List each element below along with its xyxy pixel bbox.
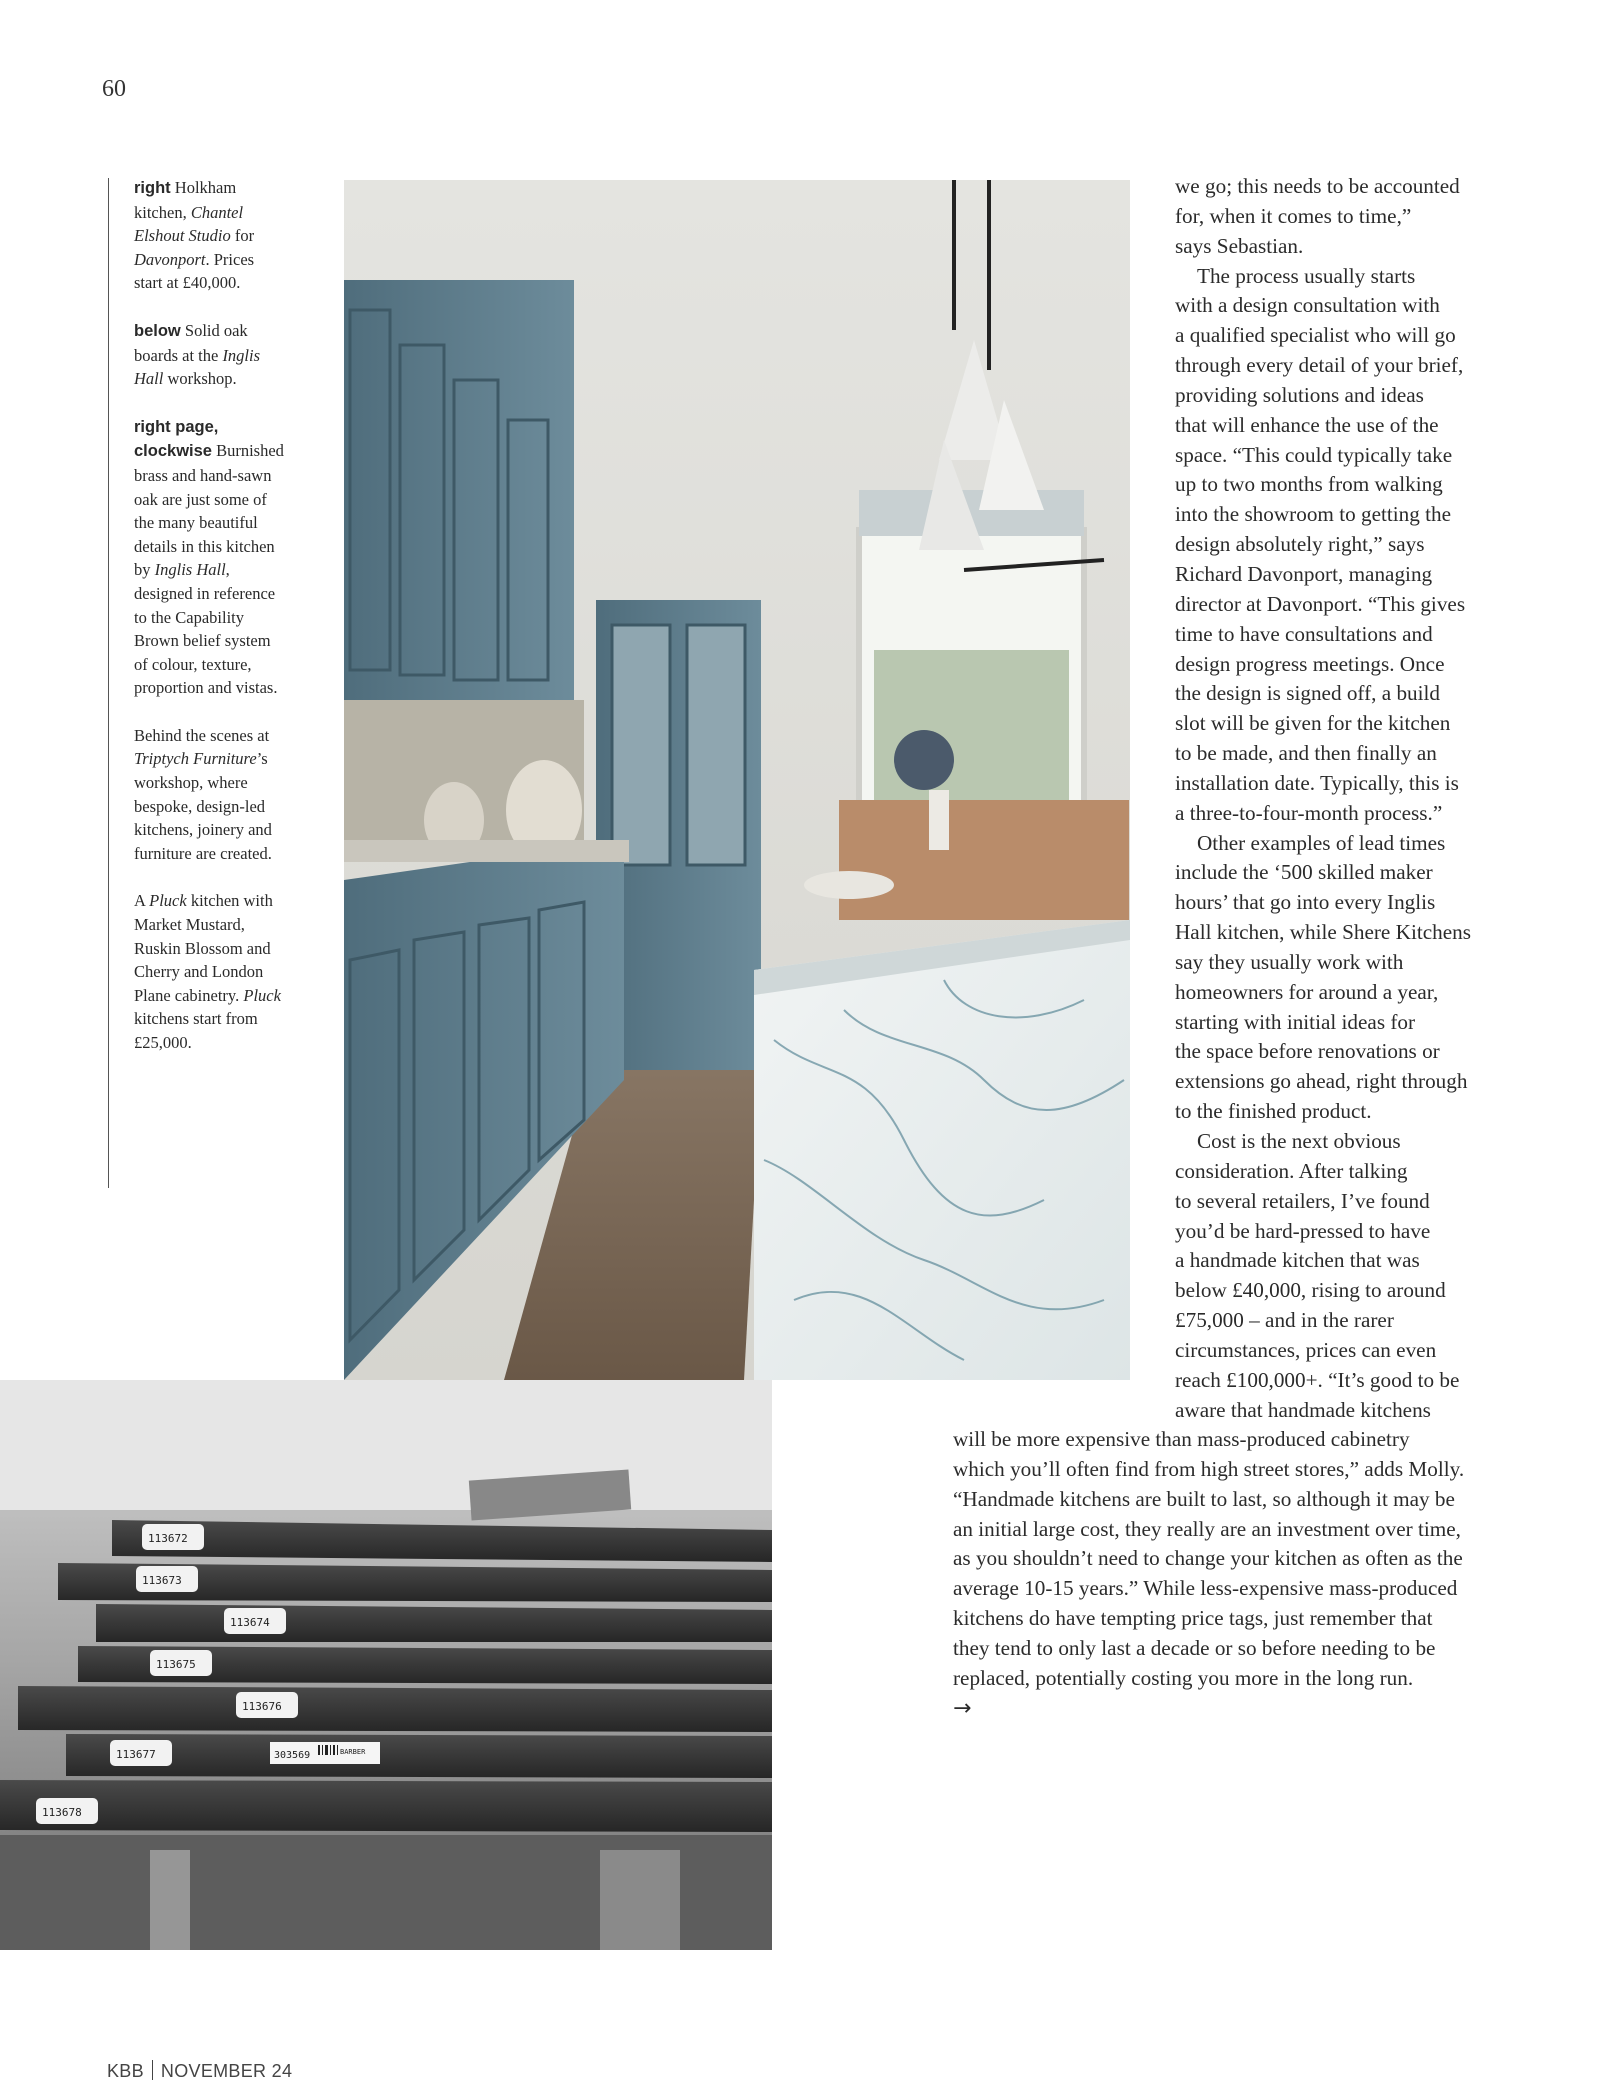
body-line: say they usually work with	[1175, 949, 1404, 974]
caption-brand: Triptych Furniture	[134, 749, 257, 769]
caption-holkham	[134, 176, 284, 295]
body-line: an initial large cost, they really are an investment over time,	[953, 1516, 1461, 1541]
footer	[107, 2060, 292, 2082]
caption-label: below	[134, 321, 181, 340]
body-line: Cost is the next obvious	[1197, 1129, 1401, 1153]
caption-triptych	[134, 724, 284, 866]
caption-text: for	[230, 226, 255, 246]
body-line: include the ‘500 skilled maker	[1175, 860, 1433, 885]
continue-arrow-icon: →	[953, 1695, 972, 1721]
body-line: “Handmade kitchens are built to last, so although it may be	[953, 1486, 1455, 1511]
caption-text: Solid oak boards at the	[134, 320, 248, 365]
body-line: which you’ll often find from high street stores,” adds Molly.	[953, 1456, 1465, 1481]
body-line: extensions go ahead, right through	[1175, 1069, 1468, 1094]
body-line: they tend to only last a decade or so before needing to be	[953, 1635, 1436, 1660]
caption-column	[134, 176, 284, 1079]
body-line: hours’ that go into every Inglis	[1175, 890, 1436, 915]
body-text-narrow	[1175, 172, 1487, 1425]
caption-text: Behind the scenes at	[134, 725, 270, 745]
timber-tag: 113675	[156, 1658, 196, 1671]
body-line: design absolutely right,” says	[1175, 532, 1425, 557]
body-line: consideration. After talking	[1175, 1158, 1408, 1183]
body-line: Hall kitchen, while Shere Kitchens	[1175, 920, 1471, 945]
body-line: that will enhance the use of the	[1175, 412, 1439, 437]
body-line: reach £100,000+. “It’s good to be	[1175, 1367, 1460, 1392]
caption-brand: Inglis Hall	[134, 345, 261, 389]
footer-issue: NOVEMBER 24	[160, 2061, 293, 2081]
timber-photo	[0, 1380, 772, 1950]
body-line: installation date. Typically, this is	[1175, 770, 1459, 795]
timber-tag: 113673	[142, 1574, 182, 1587]
body-line: will be more expensive than mass-produced cabinetry	[953, 1427, 1410, 1451]
timber-tag: 113674	[230, 1616, 270, 1629]
caption-label: right page, clockwise	[134, 417, 219, 461]
caption-oak-boards	[134, 319, 284, 391]
body-line: says Sebastian.	[1175, 233, 1304, 258]
body-line: as you shouldn’t need to change your kitchen as often as the	[953, 1546, 1463, 1571]
body-line: replaced, potentially costing you more in the long run.	[953, 1665, 1414, 1690]
body-line: slot will be given for the kitchen	[1175, 711, 1451, 736]
caption-pluck	[134, 889, 284, 1054]
body-line: average 10-15 years.” While less-expensive mass-produced	[953, 1576, 1458, 1601]
body-line: into the showroom to getting the	[1175, 502, 1451, 527]
body-line: homeowners for around a year,	[1175, 979, 1439, 1004]
body-line: design progress meetings. Once	[1175, 651, 1445, 676]
footer-brand: KBB	[107, 2061, 144, 2081]
caption-brand: Inglis Hall	[154, 560, 226, 580]
body-line: space. “This could typically take	[1175, 442, 1453, 467]
timber-tag: 113678	[42, 1806, 82, 1819]
body-line: up to two months from walking	[1175, 472, 1443, 497]
timber-tag: 113676	[242, 1700, 282, 1713]
body-line: kitchens do have tempting price tags, just remember that	[953, 1606, 1433, 1631]
caption-right-page	[134, 415, 284, 700]
body-line: you’d be hard-pressed to have	[1175, 1218, 1431, 1243]
body-line: director at Davonport. “This gives	[1175, 591, 1466, 616]
body-line: circumstances, prices can even	[1175, 1337, 1437, 1362]
page-number: 60	[102, 76, 126, 102]
body-line: for, when it comes to time,”	[1175, 203, 1412, 228]
body-line: we go; this needs to be accounted	[1175, 174, 1460, 198]
caption-brand: Pluck	[243, 985, 281, 1005]
caption-studio: Chantel Elshout Studio	[134, 202, 244, 246]
body-line: to several retailers, I’ve found	[1175, 1188, 1430, 1213]
body-line: aware that handmade kitchens	[1175, 1397, 1431, 1422]
body-line: to be made, and then finally an	[1175, 741, 1437, 766]
caption-text: A	[134, 891, 150, 911]
body-line: a qualified specialist who will go	[1175, 323, 1456, 348]
caption-text: kitchen with Market Mustard, Ruskin Blossom and Cherry and London Plane cabinetry.	[134, 891, 273, 1005]
body-line: starting with initial ideas for	[1175, 1009, 1416, 1034]
caption-text: workshop.	[163, 369, 237, 389]
body-line: the design is signed off, a build	[1175, 681, 1441, 706]
body-text-wide	[953, 1425, 1513, 1723]
footer-separator	[152, 2060, 153, 2080]
body-line: time to have consultations and	[1175, 621, 1433, 646]
caption-text: Holkham kitchen,	[134, 178, 237, 222]
body-line: the space before renovations or	[1175, 1039, 1440, 1064]
body-line: through every detail of your brief,	[1175, 353, 1464, 378]
body-line: a handmade kitchen that was	[1175, 1248, 1420, 1273]
body-line: Richard Davonport, managing	[1175, 561, 1433, 586]
body-line: a three-to-four-month process.”	[1175, 800, 1443, 825]
caption-text: , designed in reference to the Capability Brown belief system of colour, texture, proportion and vistas.	[134, 560, 278, 698]
caption-text: . Prices start at £40,000.	[134, 249, 255, 293]
kitchen-photo	[344, 180, 1130, 1380]
barcode-number: 303569	[274, 1750, 311, 1761]
body-line: The process usually starts	[1197, 263, 1416, 288]
body-line: providing solutions and ideas	[1175, 382, 1424, 407]
caption-brand: Davonport	[134, 249, 206, 269]
caption-rule	[108, 178, 109, 1188]
caption-text: Burnished brass and hand-sawn oak are just some of the many beautiful details in this kitchen by	[134, 441, 284, 580]
timber-tag: 113677	[116, 1748, 156, 1761]
body-line: below £40,000, rising to around	[1175, 1278, 1446, 1303]
body-line: £75,000 – and in the rarer	[1175, 1308, 1394, 1333]
timber-tag: 113672	[148, 1532, 188, 1545]
caption-text: kitchens start from £25,000.	[134, 1009, 258, 1052]
barcode-label: BARBER	[340, 1748, 366, 1756]
caption-label: right	[134, 179, 171, 197]
body-line: Other examples of lead times	[1197, 830, 1446, 855]
body-line: to the finished product.	[1175, 1099, 1372, 1124]
body-line: with a design consultation with	[1175, 293, 1440, 318]
caption-brand: Pluck	[149, 891, 187, 911]
caption-text: ’s workshop, where bespoke, design-led kitchens, joinery and furniture are created.	[134, 749, 272, 863]
